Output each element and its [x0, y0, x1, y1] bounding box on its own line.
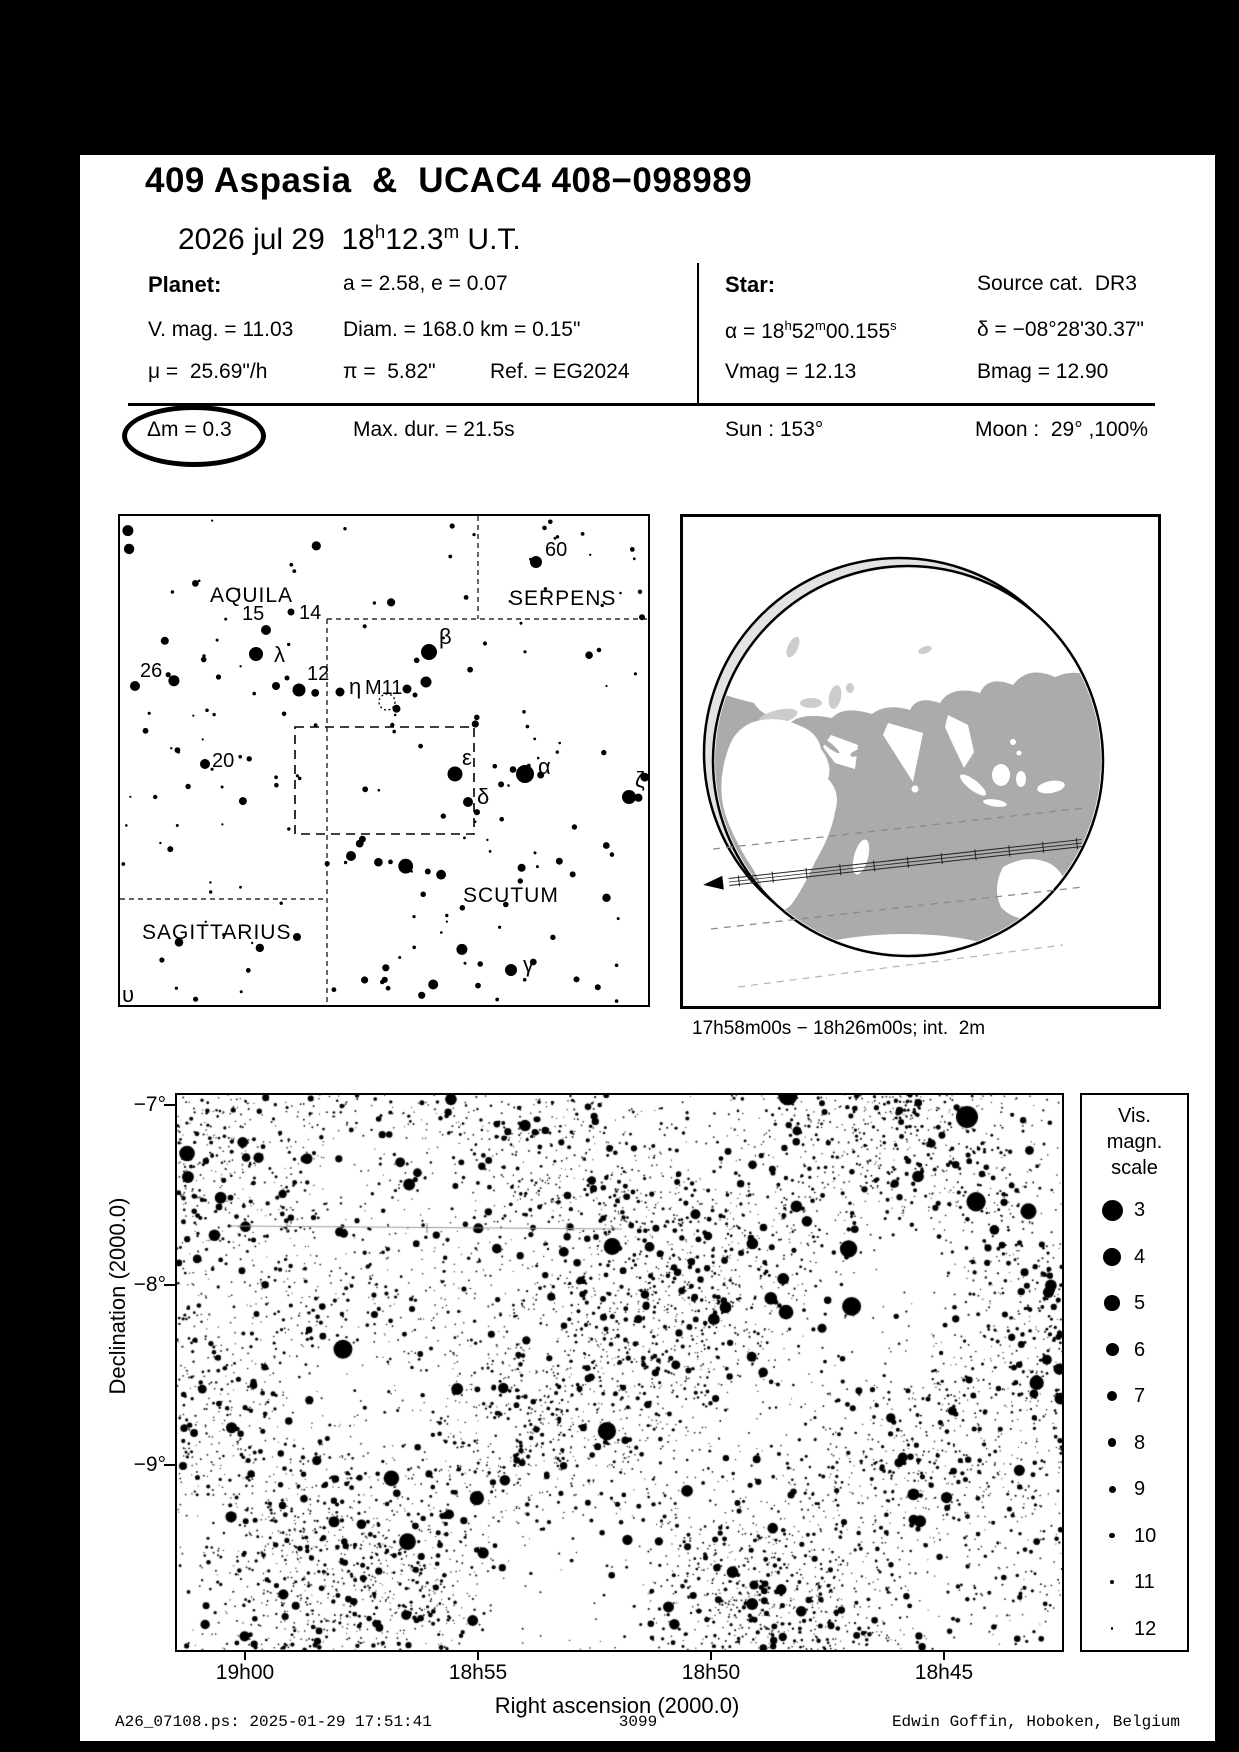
star-dot: [198, 580, 201, 583]
planet-orbit: a = 2.58, e = 0.07: [343, 272, 508, 295]
star-dot: [523, 650, 526, 653]
star-dot: [428, 980, 438, 990]
star-dot: [175, 747, 181, 753]
star-dot: [633, 557, 636, 560]
island-philippines-2: [1017, 751, 1022, 756]
star-dot: [274, 783, 279, 788]
star-label: υ: [122, 982, 135, 1005]
ut-suffix: U.T.: [459, 223, 521, 256]
legend-row: [1082, 1242, 1187, 1272]
legend-magnitude-value: 7: [1134, 1385, 1146, 1407]
star-dot: [464, 962, 467, 965]
table-divider: [697, 263, 699, 403]
star-label: δ: [477, 784, 490, 809]
sea-aral: [846, 683, 854, 693]
minute-sign: m: [443, 221, 460, 242]
star-dot: [148, 712, 151, 715]
star-dot: [209, 881, 211, 883]
legend-row: [1082, 1428, 1187, 1458]
star-dot: [161, 637, 169, 645]
star-dot: [436, 870, 446, 880]
star-dot: [536, 865, 539, 868]
star-dot: [412, 946, 416, 950]
star-dot: [425, 869, 431, 875]
legend-magnitude-dot: [1110, 1580, 1114, 1584]
star-dot: [216, 674, 221, 679]
legend-magnitude-dot: [1108, 1438, 1117, 1447]
legend-title-line: scale: [1111, 1157, 1158, 1179]
labeled-star-dot: [130, 681, 140, 691]
star-dot: [239, 886, 242, 889]
labeled-star-dot: [261, 625, 271, 635]
star-dot: [238, 755, 242, 759]
star-dot: [205, 709, 209, 713]
star-label: 12: [307, 663, 330, 685]
x-tick-label: 19h00: [215, 1661, 275, 1684]
document-page: [80, 155, 1215, 1741]
star-dot: [589, 554, 591, 556]
labeled-star-dot: [288, 609, 295, 616]
legend-magnitude-dot: [1104, 1295, 1119, 1310]
constellation-label: AQUILA: [210, 584, 294, 607]
star-dot: [272, 682, 280, 690]
star-dot: [193, 997, 198, 1002]
star-dot: [414, 658, 420, 664]
star-dot: [421, 677, 432, 688]
star-dot: [601, 750, 606, 755]
star-dot: [346, 851, 356, 861]
star-dot: [556, 858, 563, 865]
star-dot: [209, 890, 212, 893]
star-label: 60: [545, 539, 568, 561]
star-dot: [153, 795, 157, 799]
legend-magnitude-dot: [1107, 1391, 1118, 1402]
island-borneo: [992, 764, 1010, 786]
star-dot: [362, 786, 368, 792]
star-dot: [634, 672, 637, 675]
star-dot: [221, 786, 224, 789]
star-label: ζ: [635, 767, 645, 792]
star-dot: [361, 976, 368, 983]
star-dot: [474, 715, 480, 721]
star-dot: [166, 672, 171, 677]
legend-row: [1082, 1381, 1187, 1411]
star-dot: [450, 523, 455, 528]
star-label: 14: [299, 602, 322, 624]
star-dot: [585, 651, 593, 659]
star-dot: [518, 878, 523, 883]
star-dot: [493, 764, 498, 769]
star-field-canvas: [177, 1095, 1062, 1650]
star-dot: [387, 598, 395, 606]
legend-magnitude-value: 3: [1134, 1199, 1146, 1221]
star-dot: [224, 618, 227, 621]
star-ra: $\alpha = 18^h52^m00.155^s$: [725, 318, 897, 343]
star-dot: [344, 861, 347, 864]
x-tick-mark: [943, 1650, 945, 1660]
x-tick-mark: [244, 1650, 246, 1660]
planet-motion: μ = 25.69"/h: [148, 360, 268, 383]
star-dot: [159, 957, 164, 962]
star-dot: [441, 813, 446, 818]
star-dot: [373, 601, 376, 604]
planet-vmag: V. mag. = 11.03: [148, 318, 294, 341]
star-dot: [581, 532, 585, 536]
star-dot: [212, 713, 215, 716]
legend-row: [1082, 1474, 1187, 1504]
labeled-star-dot: [421, 644, 437, 660]
magnitude-drop: Δm = 0.3: [147, 418, 232, 441]
star-dot: [456, 944, 467, 955]
y-axis-label: Declination (2000.0): [105, 1197, 130, 1395]
star-dot: [382, 964, 389, 971]
constellation-label: SCUTUM: [463, 884, 559, 907]
star-dot: [574, 976, 580, 982]
star-dot: [440, 931, 443, 934]
star-dot: [533, 738, 536, 741]
star-dot: [124, 544, 134, 554]
star-dot: [595, 984, 601, 990]
earth-globe: [683, 517, 1158, 1006]
page-title: 409 Aspasia & UCAC4 408−098989: [145, 161, 753, 200]
legend-magnitude-value: 10: [1134, 1524, 1157, 1547]
star-dot: [332, 987, 337, 992]
event-hour: 18: [341, 223, 375, 256]
legend-magnitude-dot: [1106, 1343, 1119, 1356]
star-dot: [382, 977, 388, 983]
star-dot: [498, 926, 501, 929]
labeled-star-dot: [505, 964, 517, 976]
star-dot: [602, 894, 610, 902]
star-dot: [630, 547, 635, 552]
star-dot: [518, 864, 526, 872]
star-dot: [638, 590, 642, 594]
star-dot: [393, 705, 401, 713]
footer-filename: A26_07108.ps: 2025-01-29 17:51:41: [115, 1713, 432, 1731]
star-dot: [510, 766, 517, 773]
star-dot: [548, 520, 553, 525]
y-tick-label: −7°: [133, 1093, 166, 1116]
star-label: 15: [242, 603, 265, 625]
star-dot: [558, 742, 561, 745]
star-dot: [420, 892, 426, 898]
star-dot: [520, 622, 523, 625]
star-dot: [495, 998, 499, 1002]
planet-parallax: π = 5.82": [343, 360, 436, 383]
star-dot: [448, 555, 452, 559]
star-dot: [289, 563, 293, 567]
star-dot: [542, 526, 547, 531]
star-dot: [388, 860, 393, 865]
star-dot: [247, 756, 252, 761]
legend-magnitude-value: 5: [1134, 1292, 1146, 1314]
event-datetime: [178, 221, 521, 257]
star-dot: [475, 983, 481, 989]
sun-elongation: Sun : 153°: [725, 418, 824, 441]
star-label: γ: [523, 952, 534, 977]
planet-reference: Ref. = EG2024: [490, 360, 630, 383]
star-dot: [617, 917, 620, 920]
star-dot: [287, 827, 290, 830]
star-dot: [597, 648, 602, 653]
star-label: 20: [212, 750, 235, 772]
star-dot: [522, 710, 526, 714]
star-dot: [392, 730, 396, 734]
legend-magnitude-dot: [1102, 1200, 1123, 1221]
labeled-star-dot: [622, 790, 636, 804]
star-dot: [413, 693, 418, 698]
labeled-star-dot: [530, 556, 542, 568]
star-dot: [285, 676, 290, 681]
star-field-chart: [175, 1093, 1064, 1652]
star-dot: [296, 774, 299, 777]
planet-heading: Planet:: [148, 272, 222, 297]
star-dot: [615, 999, 619, 1003]
star-bmag: Bmag = 12.90: [977, 360, 1109, 383]
star-dot: [570, 871, 576, 877]
legend-row: [1082, 1288, 1187, 1318]
star-dot: [374, 858, 383, 867]
y-tick-label: −8°: [133, 1273, 166, 1296]
star-dot: [605, 685, 607, 687]
star-dot: [274, 775, 278, 779]
island-tasmania: [1032, 925, 1038, 931]
star-label: β: [439, 624, 452, 649]
star-dot: [394, 714, 397, 717]
star-dot: [121, 862, 125, 866]
star-dot: [185, 784, 190, 789]
legend-magnitude-value: 9: [1134, 1478, 1146, 1500]
labeled-star-dot: [336, 688, 345, 697]
legend-row: [1082, 1335, 1187, 1365]
star-dot: [363, 624, 367, 628]
star-dot: [550, 935, 555, 940]
star-dot: [615, 964, 619, 968]
star-dot: [239, 665, 241, 667]
globe-caption: 17h58m00s − 18h26m00s; int. 2m: [692, 1018, 986, 1039]
star-label: α: [538, 754, 551, 779]
star-dot: [445, 914, 448, 917]
star-dot: [477, 961, 483, 967]
star-dot: [418, 744, 423, 749]
path-direction-arrow: [702, 876, 723, 892]
star-dot: [343, 527, 346, 530]
labeled-star-dot: [200, 759, 210, 769]
island-sulawesi: [1016, 771, 1026, 787]
hour-sign: h: [374, 221, 386, 242]
star-dot: [498, 781, 504, 787]
x-tick-mark: [477, 1650, 479, 1660]
star-dot: [202, 654, 205, 657]
star-dot: [603, 842, 610, 849]
sea-black: [800, 698, 822, 708]
star-dot: [556, 750, 559, 753]
star-dot: [202, 738, 204, 740]
magnitude-legend: [1080, 1093, 1189, 1652]
labeled-star-dot: [516, 765, 534, 783]
globe-panel: [680, 514, 1161, 1009]
legend-row: [1082, 1195, 1187, 1225]
legend-title-line: Vis.: [1118, 1105, 1151, 1127]
m11-label: M11: [365, 677, 403, 699]
legend-magnitude-dot: [1109, 1486, 1116, 1493]
star-dot: [472, 533, 475, 536]
event-minute: 12.3: [385, 223, 444, 256]
star-dot: [192, 715, 194, 717]
star-dot: [467, 667, 473, 673]
planet-diameter: Diam. = 168.0 km = 0.15": [343, 318, 581, 341]
star-dot: [122, 525, 133, 536]
star-dot: [252, 692, 256, 696]
star-dot: [176, 824, 179, 827]
star-dot: [311, 689, 319, 697]
labeled-star-dot: [249, 647, 263, 661]
star-dot: [129, 796, 131, 798]
star-dot: [418, 992, 425, 999]
star-dot: [240, 990, 243, 993]
star-dot: [464, 595, 469, 600]
star-dot: [287, 643, 290, 646]
star-dot: [472, 720, 479, 727]
star-dot: [298, 777, 302, 781]
labeled-star-dot: [463, 797, 473, 807]
star-dot: [292, 569, 296, 573]
star-dot: [171, 590, 174, 593]
finder-chart-svg: [120, 516, 648, 1005]
star-dot: [398, 859, 413, 874]
star-dot: [167, 846, 173, 852]
finder-chart: [118, 514, 650, 1007]
star-dot: [221, 823, 223, 825]
star-dot: [359, 836, 366, 843]
constellation-label: SERPENS: [509, 587, 617, 610]
legend-row: [1082, 1567, 1187, 1597]
legend-magnitude-dot: [1103, 1248, 1121, 1266]
star-dot: [256, 944, 264, 952]
legend-row: [1082, 1521, 1187, 1551]
legend-magnitude-value: 11: [1134, 1571, 1155, 1593]
y-tick-label: −9°: [133, 1453, 166, 1476]
legend-magnitude-value: 4: [1134, 1245, 1146, 1268]
legend-magnitude-value: 12: [1134, 1617, 1157, 1640]
star-label: η: [349, 674, 362, 699]
star-dot: [216, 639, 219, 642]
star-dot: [175, 987, 178, 990]
star-label: 26: [140, 660, 163, 682]
event-date: 2026 jul 29: [178, 223, 325, 256]
star-dot: [378, 789, 381, 792]
star-dot: [619, 592, 622, 595]
star-vmag: Vmag = 12.13: [725, 360, 857, 383]
star-dot: [526, 725, 530, 729]
legend-magnitude-dot: [1111, 1627, 1113, 1629]
star-dot: [499, 817, 504, 822]
island-srilanka: [912, 786, 919, 793]
star-dot: [610, 852, 615, 857]
x-tick-label: 18h55: [448, 1661, 508, 1684]
star-dot: [280, 902, 283, 905]
legend-magnitude-value: 8: [1134, 1431, 1146, 1454]
star-dec: δ = −08°28'30.37": [977, 318, 1145, 341]
star-dot: [211, 520, 213, 522]
labeled-star-dot: [448, 767, 463, 782]
star-dot: [386, 986, 391, 991]
x-tick-label: 18h45: [914, 1661, 974, 1684]
constellation-label: SAGITTARIUS: [142, 921, 292, 944]
legend-magnitude-dot: [1109, 1533, 1114, 1538]
x-tick-mark: [710, 1650, 712, 1660]
star-dot: [483, 641, 487, 645]
star-dot: [523, 978, 527, 982]
star-dot: [239, 797, 247, 805]
star-dot: [293, 933, 301, 941]
star-dot: [143, 728, 149, 734]
legend-row: [1082, 1614, 1187, 1644]
legend-title-line: magn.: [1106, 1131, 1163, 1153]
star-dot: [282, 712, 287, 717]
star-dot: [246, 968, 251, 973]
star-dot: [556, 535, 559, 538]
x-tick-label: 18h50: [681, 1661, 741, 1684]
star-source-catalog: Source cat. DR3: [977, 272, 1137, 295]
star-dot: [534, 851, 537, 854]
moon-elongation: Moon : 29° ,100%: [975, 418, 1149, 441]
star-dot: [572, 824, 577, 829]
star-dot: [507, 784, 510, 787]
star-dot: [192, 580, 199, 587]
star-label: ε: [462, 745, 472, 770]
island-philippines-1: [1010, 739, 1016, 745]
footer-page-number: 3099: [618, 1713, 658, 1731]
x-axis-label: Right ascension (2000.0): [494, 1693, 740, 1718]
star-heading: Star:: [725, 272, 776, 297]
star-dot: [446, 921, 448, 923]
star-dot: [412, 915, 415, 918]
labeled-star-dot: [293, 684, 306, 697]
star-dot: [486, 839, 488, 841]
star-label: λ: [274, 642, 285, 667]
footer-author: Edwin Goffin, Hoboken, Belgium: [891, 1713, 1180, 1731]
star-dot: [168, 675, 179, 686]
star-dot: [398, 956, 401, 959]
field-of-view-outline: [295, 727, 474, 834]
star-dot: [312, 541, 321, 550]
table-rule: [128, 403, 1155, 406]
star-dot: [489, 850, 492, 853]
star-dot: [463, 837, 466, 840]
star-dot: [403, 685, 412, 694]
legend-magnitude-value: 6: [1134, 1338, 1146, 1361]
star-dot: [159, 842, 161, 844]
max-duration: Max. dur. = 21.5s: [353, 418, 515, 441]
star-dot: [125, 824, 128, 827]
star-dot: [170, 747, 172, 749]
